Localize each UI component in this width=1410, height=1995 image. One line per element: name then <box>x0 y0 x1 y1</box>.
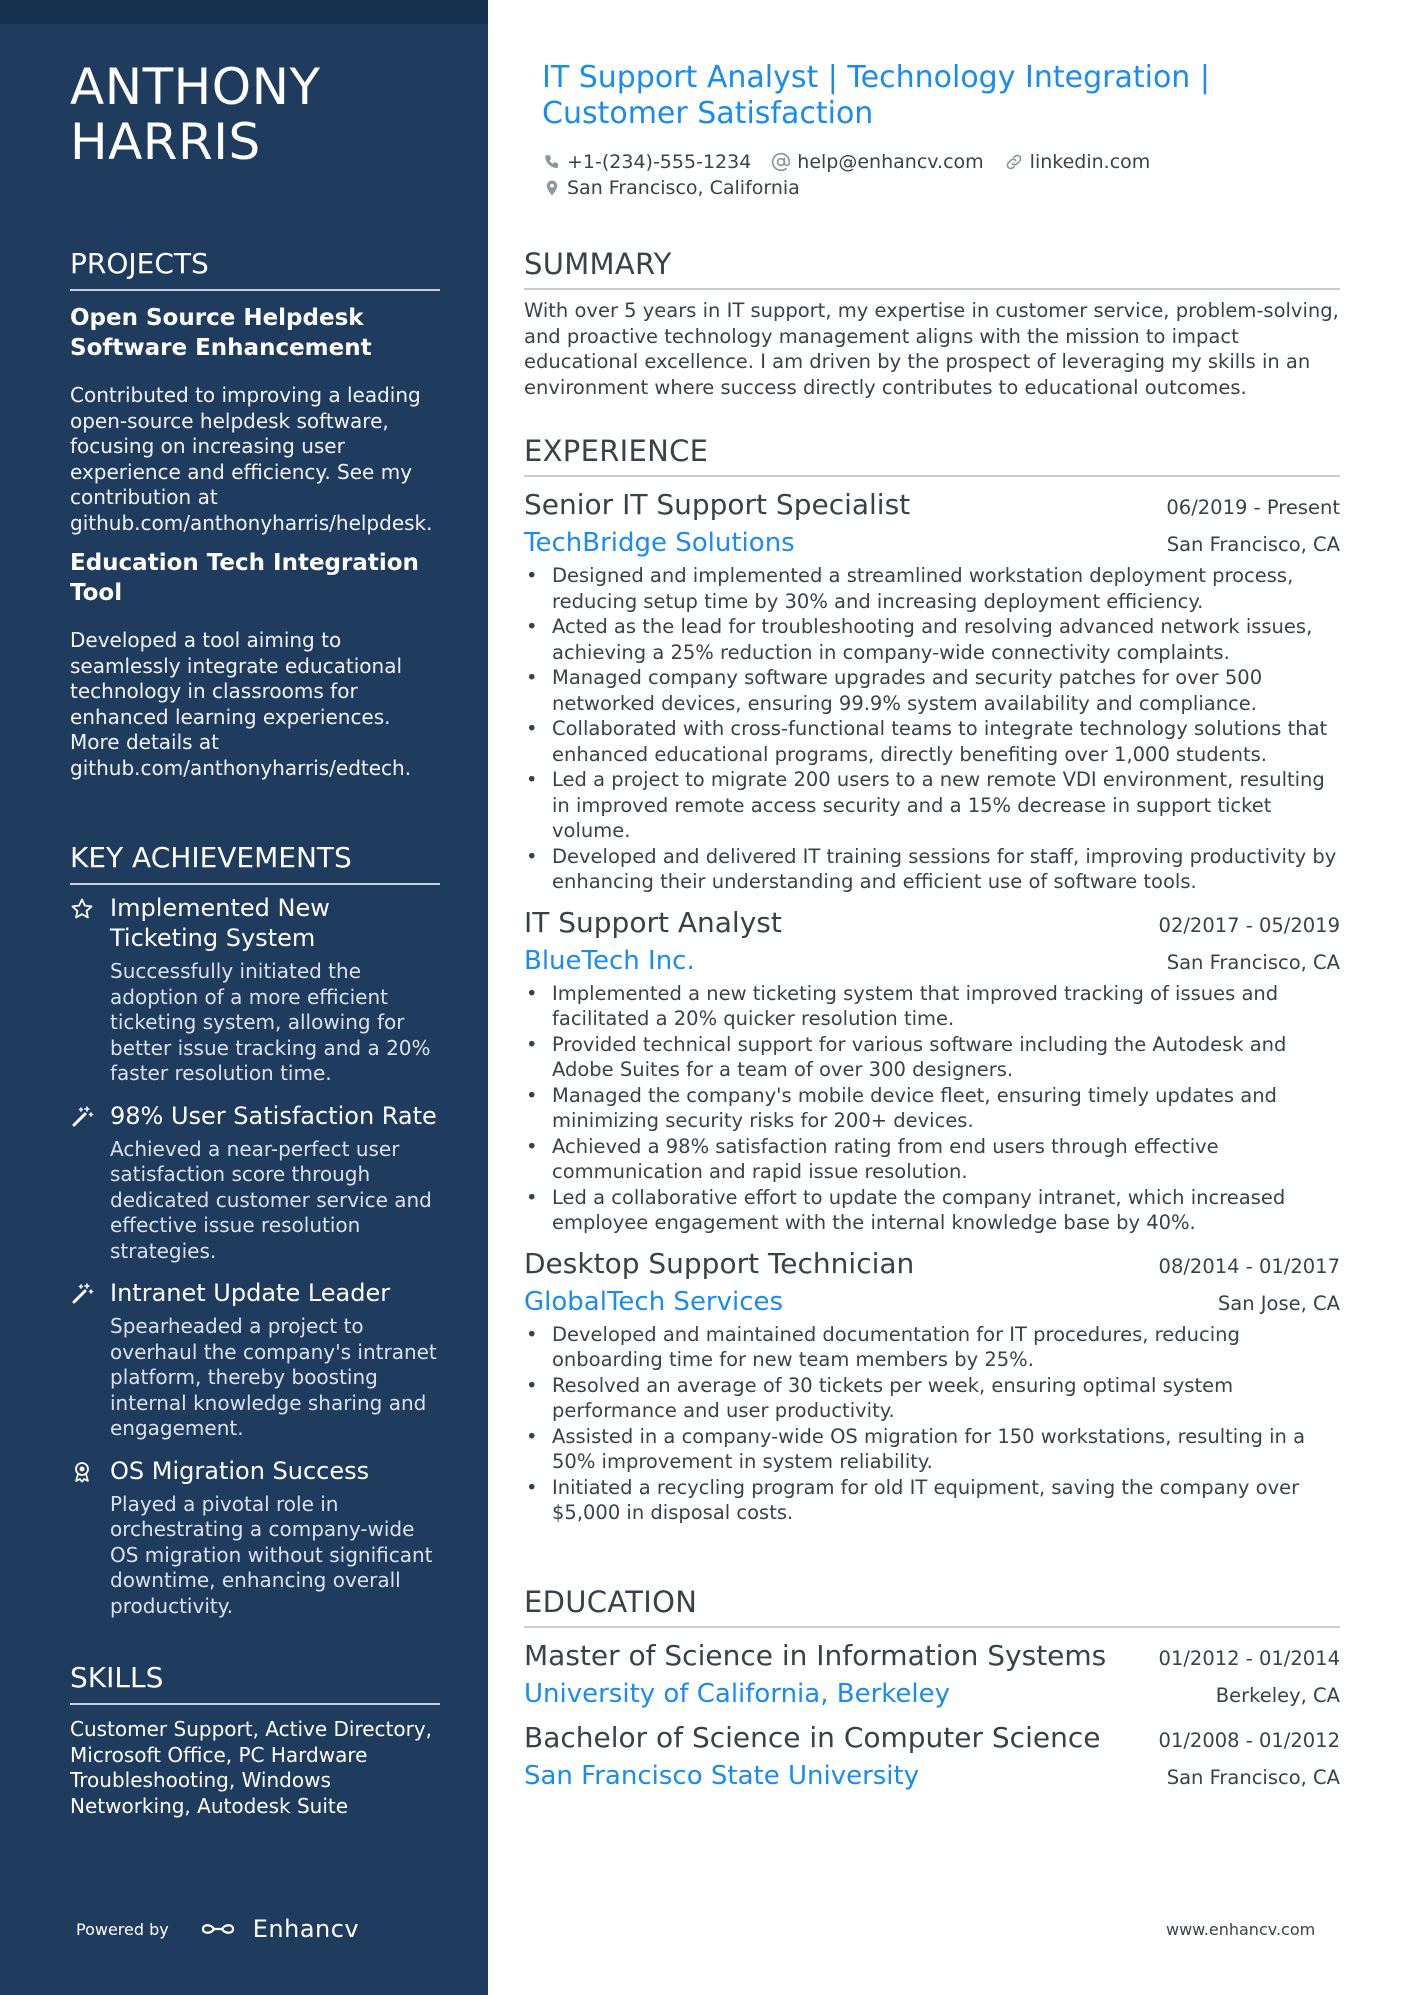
award-ribbon-icon <box>70 1456 110 1620</box>
bullet-item: • Acted as the lead for troubleshooting and resolving advanced network issues, achieving a 25% reduction in company-wide connectivity complaints. <box>524 614 1340 665</box>
phone-icon <box>543 153 561 171</box>
contact-phone-text: +1-(234)-555-1234 <box>567 151 752 173</box>
education-dates: 01/2008 - 01/2012 <box>1158 1729 1340 1752</box>
achievement-name: Implemented New Ticketing System <box>110 894 330 952</box>
job-dates: 06/2019 - Present <box>1166 496 1340 519</box>
job-dates: 08/2014 - 01/2017 <box>1158 1254 1340 1278</box>
contact-linkedin[interactable] <box>1004 151 1151 173</box>
degree-name: Bachelor of Science in Computer Science <box>524 1721 1101 1754</box>
school-name: University of California, Berkeley <box>524 1679 950 1709</box>
project-item <box>70 548 440 781</box>
bullet-item: • Resolved an average of 30 tickets per week, ensuring optimal system performance and user productivity. <box>524 1373 1340 1424</box>
bullet-item: • Collaborated with cross-functional teams to integrate technology solutions that enhanced educational programs, directly benefiting over 1,000 students. <box>524 716 1340 767</box>
achievement-name: Intranet Update Leader <box>110 1279 391 1307</box>
star-icon <box>70 893 110 1087</box>
project-description: Developed a tool aiming to seamlessly integrate educational technology in classrooms for enhanced learning experiences. More details at github.com/anthonyharris/edtech. <box>70 628 412 780</box>
bullet-item: • Designed and implemented a streamlined workstation deployment process, reducing setup time by 30% and increasing deployment efficiency. <box>524 563 1340 614</box>
bullet-item: • Developed and delivered IT training sessions for staff, improving productivity by enhancing their understanding and efficient use of software tools. <box>524 844 1340 895</box>
achievement-item <box>70 1456 440 1620</box>
contact-email-text: help@enhancv.com <box>797 151 984 173</box>
achievement-description: Achieved a near-perfect user satisfaction score through dedicated customer service and effective issue resolution strategies. <box>110 1136 432 1263</box>
magic-wand-icon <box>70 1101 110 1265</box>
summary-section <box>524 246 1340 400</box>
education-heading: EDUCATION <box>524 1584 1340 1628</box>
job-entry <box>524 487 1340 895</box>
headline <box>542 60 1322 132</box>
achievements-section <box>70 840 440 1619</box>
education-entry <box>524 1720 1340 1792</box>
achievement-item <box>70 1101 440 1265</box>
magic-wand-icon <box>70 1278 110 1442</box>
project-item <box>70 303 440 536</box>
achievement-description: Played a pivotal role in orchestrating a company-wide OS migration without significant downtime, enhancing overall productivity. <box>110 1491 433 1618</box>
headline-line: IT Support Analyst | Technology Integration | <box>542 60 1210 95</box>
candidate-name <box>70 60 450 170</box>
bullet-item: • Led a project to migrate 200 users to a new remote VDI environment, resulting in improved remote access security and a 15% decrease in support ticket volume. <box>524 767 1340 844</box>
education-section <box>524 1584 1340 1792</box>
name-first: ANTHONY <box>70 58 321 116</box>
contact-location-text: San Francisco, California <box>567 177 800 199</box>
bullet-item: • Developed and maintained documentation for IT procedures, reducing onboarding time for new team members by 25%. <box>524 1322 1340 1373</box>
job-location: San Francisco, CA <box>1166 533 1340 556</box>
school-name: San Francisco State University <box>524 1761 920 1791</box>
powered-by-label: Powered by <box>76 1919 169 1939</box>
footer-website-link[interactable]: www.enhancv.com <box>1166 1920 1316 1939</box>
experience-heading: EXPERIENCE <box>524 433 1340 477</box>
contact-phone[interactable] <box>543 151 751 173</box>
achievement-name: 98% User Satisfaction Rate <box>110 1101 437 1130</box>
degree-name: Master of Science in Information Systems <box>524 1639 1107 1672</box>
skills-section <box>70 1660 440 1819</box>
projects-section <box>70 246 440 781</box>
powered-by <box>76 1915 359 1943</box>
job-title: Desktop Support Technician <box>524 1246 915 1280</box>
bullet-item: • Assisted in a company-wide OS migration for 150 workstations, resulting in a 50% improvement in system reliability. <box>524 1424 1340 1475</box>
achievement-description: Spearheaded a project to overhaul the company's intranet platform, thereby boosting internal knowledge sharing and engagement. <box>110 1314 437 1440</box>
skills-list: Customer Support, Active Directory, Microsoft Office, PC Hardware Troubleshooting, Windows Networking, Autodesk Suite <box>70 1717 433 1818</box>
headline-line: Customer Satisfaction <box>542 96 874 131</box>
link-icon <box>1004 152 1024 172</box>
enhancv-brand-name: Enhancv <box>252 1915 360 1943</box>
projects-heading: PROJECTS <box>70 246 440 291</box>
achievement-item <box>70 893 440 1087</box>
bullet-item: • Initiated a recycling program for old IT equipment, saving the company over $5,000 in disposal costs. <box>524 1475 1340 1526</box>
sidebar-top-bar <box>0 0 488 24</box>
enhancv-logo-icon <box>195 1917 241 1941</box>
job-bullets <box>524 981 1340 1236</box>
job-location: San Francisco, CA <box>1166 950 1340 974</box>
bullet-item: • Implemented a new ticketing system that improved tracking of issues and facilitated a 20% quicker resolution time. <box>524 981 1340 1032</box>
company-name: TechBridge Solutions <box>524 528 795 558</box>
education-entry <box>524 1638 1340 1710</box>
project-name: Open Source Helpdesk Software Enhancement <box>70 305 372 361</box>
summary-heading: SUMMARY <box>524 246 1340 290</box>
sidebar <box>0 0 488 1995</box>
bullet-item: • Provided technical support for various software including the Autodesk and Adobe Suites for a team of over 300 designers. <box>524 1032 1340 1083</box>
job-bullets <box>524 1322 1340 1526</box>
job-entry <box>524 1246 1340 1526</box>
enhancv-logo[interactable] <box>195 1915 359 1943</box>
company-name: BlueTech Inc. <box>524 945 695 976</box>
at-icon <box>771 152 791 172</box>
contact-location <box>543 177 800 199</box>
experience-section <box>524 433 1340 1526</box>
bullet-item: • Achieved a 98% satisfaction rating from end users through effective communication and rapid issue resolution. <box>524 1134 1340 1185</box>
location-pin-icon <box>543 178 561 198</box>
education-dates: 01/2012 - 01/2014 <box>1158 1647 1340 1670</box>
project-description: Contributed to improving a leading open-source helpdesk software, focusing on increasing user experience and efficiency. See my contribution at github.com/anthonyharris/helpdesk. <box>70 383 433 535</box>
school-location: San Francisco, CA <box>1166 1766 1340 1789</box>
job-entry <box>524 905 1340 1236</box>
achievement-item <box>70 1278 440 1442</box>
bullet-item: • Managed company software upgrades and security patches for over 500 networked devices, ensuring 99.9% system availability and compliance. <box>524 665 1340 716</box>
project-name: Education Tech Integration Tool <box>70 550 419 606</box>
job-title: IT Support Analyst <box>524 905 782 939</box>
school-location: Berkeley, CA <box>1215 1684 1340 1707</box>
achievements-heading: KEY ACHIEVEMENTS <box>70 840 440 885</box>
contact-linkedin-text: linkedin.com <box>1029 151 1151 173</box>
job-dates: 02/2017 - 05/2019 <box>1158 913 1340 937</box>
skills-heading: SKILLS <box>70 1660 440 1705</box>
company-name: GlobalTech Services <box>524 1286 784 1317</box>
summary-text: With over 5 years in IT support, my expertise in customer service, problem-solving, and proactive technology management aligns with the mission to impact educational excellence. I am driven by the prospect of leveraging my skills in an environment where success directly contributes to educational outcomes. <box>524 299 1339 399</box>
contact-email[interactable] <box>771 151 983 173</box>
name-last: HARRIS <box>70 113 261 171</box>
bullet-item: • Managed the company's mobile device fleet, ensuring timely updates and minimizing security risks for 200+ devices. <box>524 1083 1340 1134</box>
job-bullets <box>524 563 1340 895</box>
job-title: Senior IT Support Specialist <box>524 488 911 521</box>
achievement-name: OS Migration Success <box>110 1456 370 1485</box>
job-location: San Jose, CA <box>1217 1291 1340 1315</box>
contact-info <box>543 149 1323 201</box>
achievement-description: Successfully initiated the adoption of a more efficient ticketing system, allowing for better issue tracking and a 20% faster resolution time. <box>110 959 431 1085</box>
bullet-item: • Led a collaborative effort to update the company intranet, which increased employee engagement with the internal knowledge base by 40%. <box>524 1185 1340 1236</box>
